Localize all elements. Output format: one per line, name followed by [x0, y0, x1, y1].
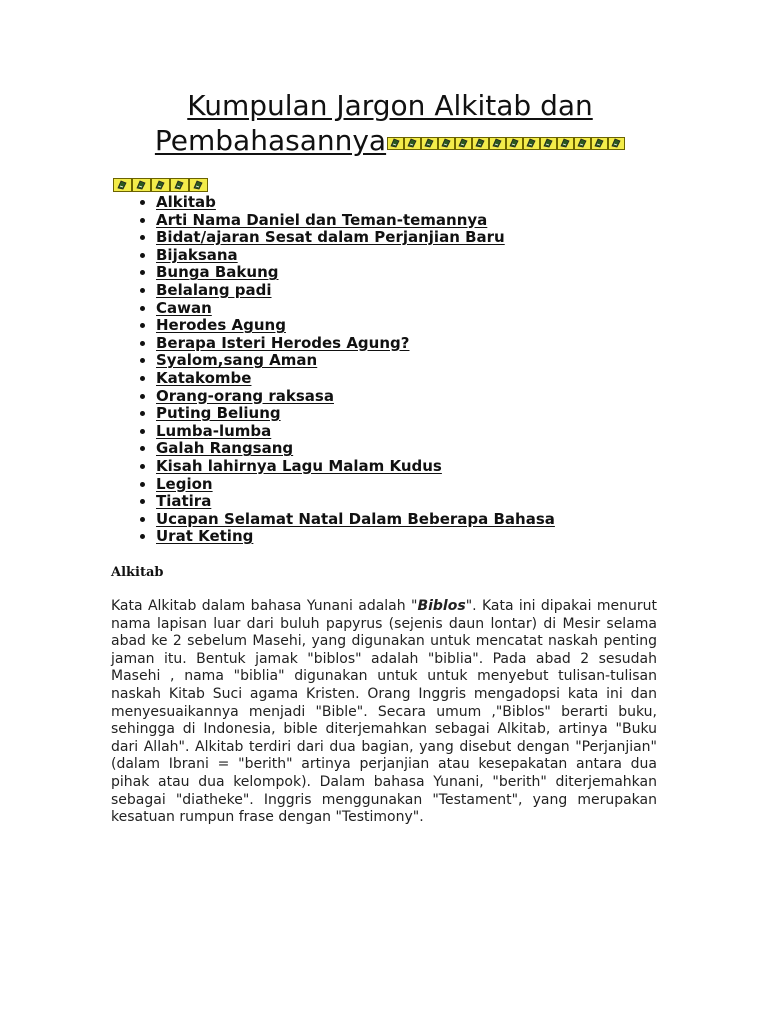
toc-item: [156, 388, 555, 406]
title-line-1: Kumpulan Jargon Alkitab dan: [187, 89, 593, 122]
bible-book-icon: [151, 178, 170, 192]
section-heading: Alkitab: [111, 565, 164, 580]
toc-item: [156, 511, 555, 529]
toc-link[interactable]: Arti Nama Daniel dan Teman-temannya: [156, 210, 488, 229]
bible-book-icon: [574, 137, 591, 150]
toc-item: [156, 317, 555, 335]
toc-link[interactable]: Katakombe: [156, 368, 252, 387]
toc-link[interactable]: Cawan: [156, 298, 212, 317]
paragraph-text-start: Kata Alkitab dalam bahasa Yunani adalah ": [111, 598, 418, 614]
toc-icon-row: [113, 178, 208, 192]
bible-book-icon: [472, 137, 489, 150]
toc-link[interactable]: Legion: [156, 474, 213, 493]
toc-item: [156, 423, 555, 441]
toc-link[interactable]: Kisah lahirnya Lagu Malam Kudus: [156, 456, 442, 475]
bible-book-icon: [421, 137, 438, 150]
bible-book-icon: [387, 137, 404, 150]
toc-item: [156, 212, 555, 230]
toc-link[interactable]: Lumba-lumba: [156, 421, 272, 440]
toc-item: [156, 264, 555, 282]
toc-item: [156, 440, 555, 458]
toc-item: [156, 493, 555, 511]
toc-link[interactable]: Alkitab: [156, 193, 216, 211]
toc-item: [156, 370, 555, 388]
toc-link[interactable]: Belalang padi: [156, 280, 272, 299]
page-title: [112, 88, 668, 158]
toc-link[interactable]: Syalom,sang Aman: [156, 351, 318, 370]
section-paragraph: [111, 598, 657, 827]
bible-book-icon: [438, 137, 455, 150]
bible-book-icon: [132, 178, 151, 192]
bible-book-icon: [591, 137, 608, 150]
toc-link[interactable]: Puting Beliung: [156, 404, 281, 423]
table-of-contents: [128, 194, 555, 546]
toc-item: [156, 247, 555, 265]
toc-link[interactable]: Herodes Agung: [156, 316, 286, 335]
toc-item: [156, 282, 555, 300]
toc-item: [156, 229, 555, 247]
title-line-2: Pembahasannya: [154, 124, 387, 157]
toc-link[interactable]: Bijaksana: [156, 245, 238, 264]
toc-link[interactable]: Urat Keting: [156, 527, 254, 546]
bible-book-icon: [189, 178, 208, 192]
toc-link[interactable]: Bidat/ajaran Sesat dalam Perjanjian Baru: [156, 228, 505, 247]
bible-book-icon: [489, 137, 506, 150]
bible-book-icon: [113, 178, 132, 192]
toc-link[interactable]: Berapa Isteri Herodes Agung?: [156, 333, 410, 352]
toc-item: [156, 528, 555, 546]
bible-book-icon: [523, 137, 540, 150]
toc-link[interactable]: Tiatira: [156, 492, 212, 511]
bible-book-icon: [506, 137, 523, 150]
toc-item: [156, 335, 555, 353]
toc-item: [156, 300, 555, 318]
toc-item: [156, 458, 555, 476]
toc-item: [156, 476, 555, 494]
bible-book-icon: [404, 137, 421, 150]
toc-item: [156, 194, 555, 212]
paragraph-bold-term: Biblos: [417, 598, 466, 614]
bible-book-icon: [170, 178, 189, 192]
toc-item: [156, 405, 555, 423]
bible-book-icon: [455, 137, 472, 150]
bible-book-icon: [557, 137, 574, 150]
toc-link[interactable]: Orang-orang raksasa: [156, 386, 334, 405]
paragraph-text-rest: ". Kata ini dipakai menurut nama lapisan luar dari buluh papyrus (sejenis daun lontar) di Mesir selama abad ke 2 sebelum Masehi, yang digunakan untuk mencatat naskah penting jaman itu. Bentuk jamak "biblos" adalah "biblia". Pada abad 2 sesudah Masehi , nama "biblia" digunakan untuk untuk menyebut tulisan-tulisan naskah Kitab Suci agama Kristen. Orang Inggris mengadopsi kata ini dan menyesuaikannya menjadi "Bible". Secara umum ,"Biblos" berarti buku, sehingga di Indonesia, bible diterjemahkan sebagai Alkitab, artinya "Buku dari Allah". Alkitab terdiri dari dua bagian, yang disebut dengan "Perjanjian" (dalam Ibrani = "berith" artinya perjanjian atau kesepakatan antara dua pihak atau dua kelompok). Dalam bahasa Yunani, "berith" diterjemahkan sebagai "diatheke". Inggris menggunakan "Testament", yang merupakan kesatuan rumpun frase dengan "Testimony".: [111, 598, 657, 826]
bible-book-icon: [540, 137, 557, 150]
toc-link[interactable]: Bunga Bakung: [156, 263, 279, 282]
toc-link[interactable]: Ucapan Selamat Natal Dalam Beberapa Bahasa: [156, 509, 555, 528]
bible-book-icon: [608, 137, 625, 150]
toc-item: [156, 352, 555, 370]
toc-link[interactable]: Galah Rangsang: [156, 439, 294, 458]
title-icon-strip: [387, 137, 625, 150]
